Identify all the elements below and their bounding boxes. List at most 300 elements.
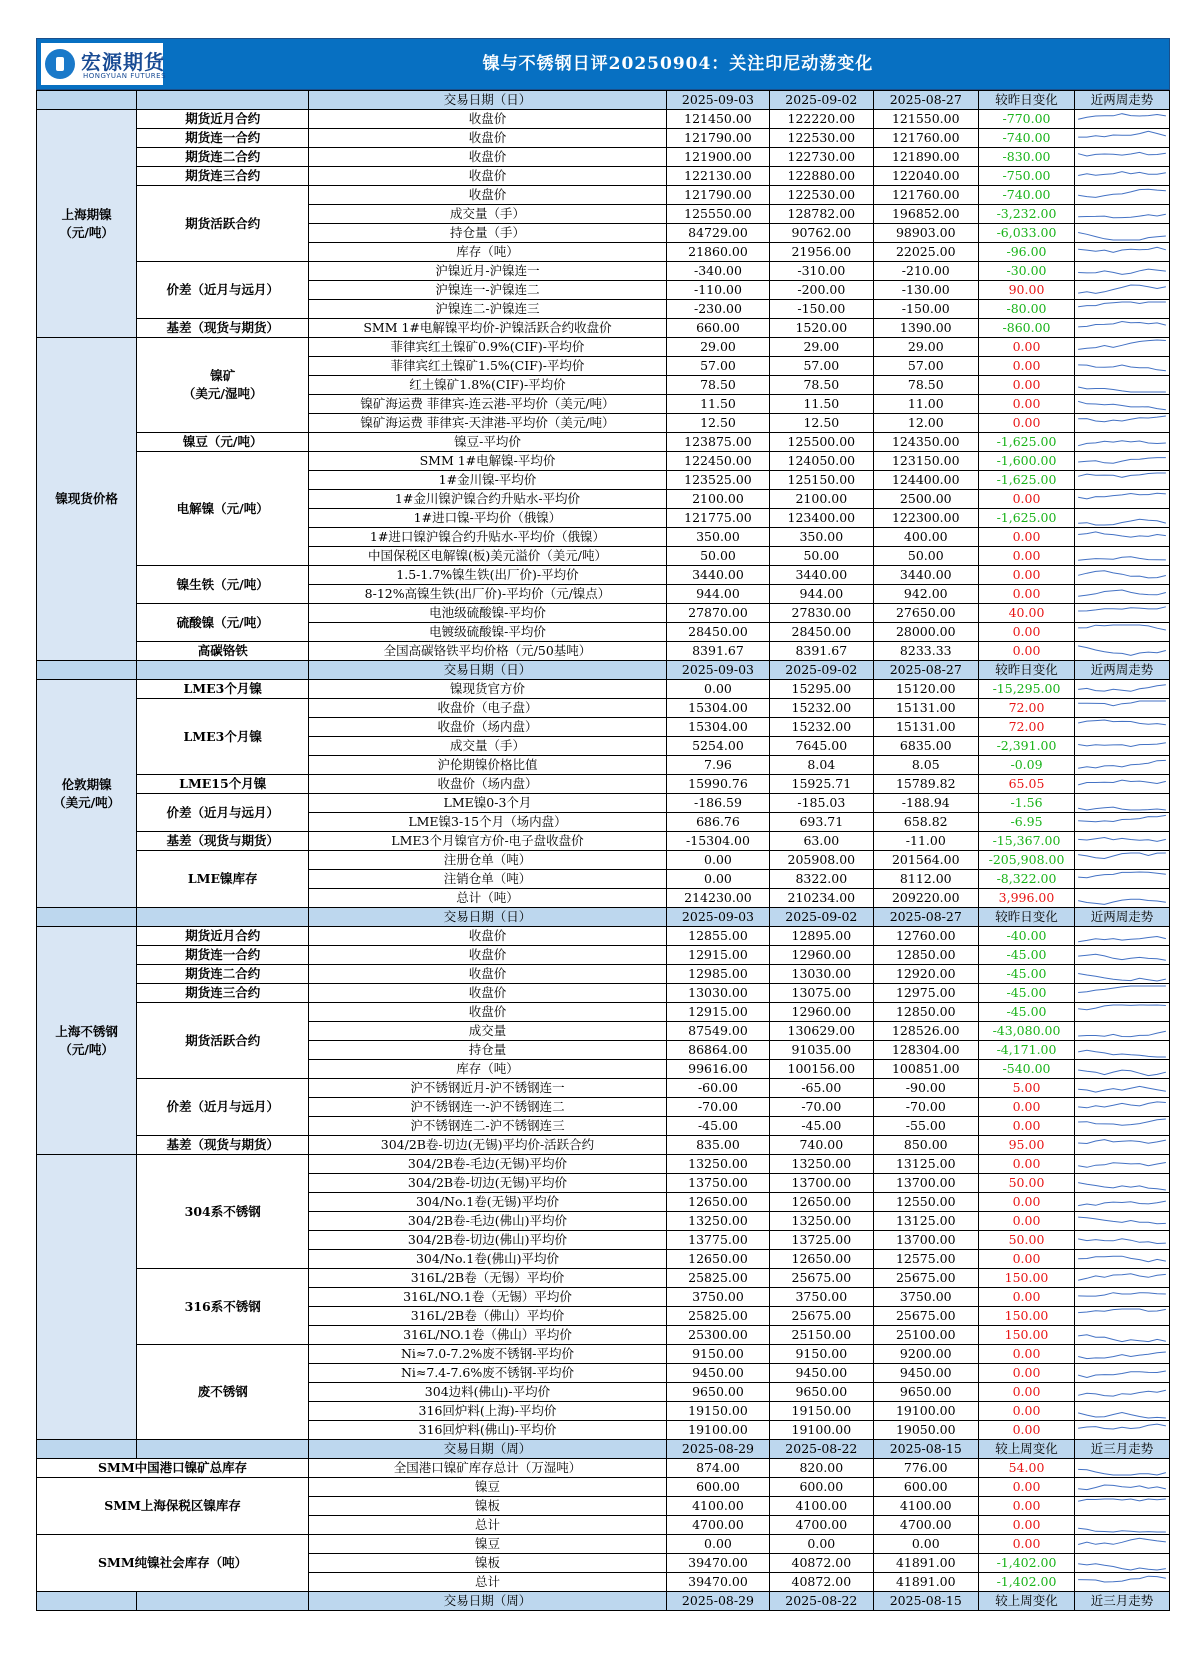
sparkline-path (1078, 720, 1166, 725)
value-cell: 57.00 (770, 357, 873, 376)
value-cell: -70.00 (666, 1098, 769, 1117)
value-cell: -15304.00 (666, 832, 769, 851)
trend-sparkline (1075, 1003, 1169, 1021)
sparkline-path (1078, 1538, 1166, 1544)
sparkline-path (1078, 743, 1166, 747)
date-header-trend: 近三月走势 (1075, 1440, 1170, 1459)
item-name: 316回炉料(上海)-平均价 (309, 1402, 667, 1421)
date-header-date: 2025-08-29 (666, 1440, 769, 1459)
group-label: 废不锈钢 (137, 1345, 309, 1440)
value-cell: 13250.00 (666, 1212, 769, 1231)
value-cell: 128526.00 (873, 1022, 978, 1041)
value-cell: 25300.00 (666, 1326, 769, 1345)
group-label: SMM上海保税区镍库存 (37, 1478, 309, 1535)
trend-sparkline (1075, 1345, 1169, 1363)
value-cell: -210.00 (873, 262, 978, 281)
value-cell: 693.71 (770, 813, 873, 832)
value-cell: -230.00 (666, 300, 769, 319)
value-cell: 15232.00 (770, 699, 873, 718)
value-cell: 12920.00 (873, 965, 978, 984)
value-cell: -11.00 (873, 832, 978, 851)
date-header-date: 2025-08-27 (873, 908, 978, 927)
group-label: 高碳铬铁 (137, 642, 309, 661)
value-cell: 128304.00 (873, 1041, 978, 1060)
value-cell: -70.00 (873, 1098, 978, 1117)
trend-sparkline (1075, 547, 1169, 565)
item-name: 收盘价 (309, 148, 667, 167)
group-label: LME15个月镍 (137, 775, 309, 794)
item-name: 成交量（手） (309, 205, 667, 224)
change-value: 0.00 (979, 1478, 1075, 1497)
trend-sparkline (1075, 1041, 1169, 1059)
change-value: -3,232.00 (979, 205, 1075, 224)
value-cell: 9450.00 (770, 1364, 873, 1383)
value-cell: 50.00 (770, 547, 873, 566)
sparkline-path (1078, 646, 1166, 656)
trend-cell (1075, 1212, 1170, 1231)
value-cell: 3440.00 (873, 566, 978, 585)
value-cell: 600.00 (873, 1478, 978, 1497)
trend-cell (1075, 1003, 1170, 1022)
value-cell: 125550.00 (666, 205, 769, 224)
trend-sparkline (1075, 1364, 1169, 1382)
value-cell: 196852.00 (873, 205, 978, 224)
item-name: 1#进口镍-平均价（俄镍） (309, 509, 667, 528)
table-row (37, 680, 1170, 699)
value-cell: 350.00 (666, 528, 769, 547)
trend-sparkline (1075, 1497, 1169, 1515)
sparkline-path (1078, 322, 1166, 327)
group-label: LME镍库存 (137, 851, 309, 908)
value-cell: 13250.00 (770, 1212, 873, 1231)
trend-cell (1075, 186, 1170, 205)
item-name: 收盘价（场内盘） (309, 718, 667, 737)
trend-sparkline (1075, 984, 1169, 1002)
item-name: 红土镍矿1.8%(CIF)-平均价 (309, 376, 667, 395)
trend-sparkline (1075, 1098, 1169, 1116)
date-header-blank (137, 1592, 309, 1611)
value-cell: 9150.00 (770, 1345, 873, 1364)
trend-cell (1075, 1421, 1170, 1440)
value-cell: 121775.00 (666, 509, 769, 528)
sparkline-path (1078, 247, 1166, 252)
trend-sparkline (1075, 148, 1169, 166)
logo-name: 宏源期货 (81, 50, 165, 74)
value-cell: 210234.00 (770, 889, 873, 908)
date-header-date: 2025-08-27 (873, 91, 978, 110)
value-cell: 12550.00 (873, 1193, 978, 1212)
value-cell: 98903.00 (873, 224, 978, 243)
date-header-row (37, 1592, 1170, 1611)
value-cell: 121550.00 (873, 110, 978, 129)
value-cell: 12895.00 (770, 927, 873, 946)
trend-sparkline (1075, 395, 1169, 413)
trend-cell (1075, 395, 1170, 414)
sparkline-path (1078, 571, 1166, 578)
trend-sparkline (1075, 186, 1169, 204)
item-name: 成交量 (309, 1022, 667, 1041)
value-cell: 122130.00 (666, 167, 769, 186)
trend-cell (1075, 1136, 1170, 1155)
section-label: 上海不锈钢 （元/吨） (37, 927, 137, 1155)
trend-cell (1075, 1497, 1170, 1516)
date-header-trend: 近两周走势 (1075, 908, 1170, 927)
data-table-body (37, 91, 1170, 1611)
value-cell: -186.59 (666, 794, 769, 813)
item-name: 库存（吨） (309, 243, 667, 262)
item-name: LME镍3-15个月（场内盘） (309, 813, 667, 832)
value-cell: 78.50 (666, 376, 769, 395)
trend-sparkline (1075, 414, 1169, 432)
change-value: 3,996.00 (979, 889, 1075, 908)
date-header-label: 交易日期（日） (309, 908, 667, 927)
trend-cell (1075, 1402, 1170, 1421)
date-header-label: 交易日期（周） (309, 1440, 667, 1459)
sparkline-path (1078, 625, 1166, 630)
value-cell: 39470.00 (666, 1573, 769, 1592)
value-cell: 15925.71 (770, 775, 873, 794)
item-name: 注销仓单（吨） (309, 870, 667, 889)
value-cell: 15295.00 (770, 680, 873, 699)
value-cell: 12650.00 (770, 1250, 873, 1269)
date-header-trend: 近三月走势 (1075, 1592, 1170, 1611)
trend-sparkline (1075, 946, 1169, 964)
trend-cell (1075, 471, 1170, 490)
value-cell: 944.00 (770, 585, 873, 604)
date-header-date: 2025-08-15 (873, 1592, 978, 1611)
value-cell: 21860.00 (666, 243, 769, 262)
value-cell: 13250.00 (770, 1155, 873, 1174)
trend-sparkline (1075, 1459, 1169, 1477)
trend-sparkline (1075, 1117, 1169, 1135)
trend-cell (1075, 129, 1170, 148)
trend-sparkline (1075, 376, 1169, 394)
trend-cell (1075, 775, 1170, 794)
change-value: -1,402.00 (979, 1554, 1075, 1573)
value-cell: 121790.00 (666, 186, 769, 205)
item-name: 304/No.1卷(无锡)平均价 (309, 1193, 667, 1212)
value-cell: 13250.00 (666, 1155, 769, 1174)
change-value: -15,295.00 (979, 680, 1075, 699)
sparkline-path (1078, 937, 1166, 942)
table-row (37, 794, 1170, 813)
value-cell: 0.00 (666, 680, 769, 699)
value-cell: 8391.67 (770, 642, 873, 661)
change-value: 72.00 (979, 718, 1075, 737)
value-cell: 658.82 (873, 813, 978, 832)
change-value: -205,908.00 (979, 851, 1075, 870)
value-cell: 99616.00 (666, 1060, 769, 1079)
trend-sparkline (1075, 1421, 1169, 1439)
value-cell: 12760.00 (873, 927, 978, 946)
group-label: SMM中国港口镍矿总库存 (37, 1459, 309, 1478)
value-cell: 13125.00 (873, 1155, 978, 1174)
trend-sparkline (1075, 1516, 1169, 1534)
value-cell: 19150.00 (770, 1402, 873, 1421)
date-header-change: 较昨日变化 (979, 661, 1075, 680)
value-cell: 0.00 (666, 870, 769, 889)
item-name: 菲律宾红土镍矿1.5%(CIF)-平均价 (309, 357, 667, 376)
date-header-change: 较昨日变化 (979, 91, 1075, 110)
sparkline-path (1078, 872, 1166, 878)
change-value: -860.00 (979, 319, 1075, 338)
sparkline-path (1078, 838, 1166, 842)
item-name: 1#金川镍沪镍合约升贴水-平均价 (309, 490, 667, 509)
trend-sparkline (1075, 224, 1169, 242)
value-cell: 12915.00 (666, 1003, 769, 1022)
change-value: -740.00 (979, 129, 1075, 148)
value-cell: 835.00 (666, 1136, 769, 1155)
change-value: -0.09 (979, 756, 1075, 775)
sparkline-path (1078, 1564, 1166, 1570)
value-cell: 122530.00 (770, 129, 873, 148)
change-value: 40.00 (979, 604, 1075, 623)
trend-sparkline (1075, 813, 1169, 831)
trend-cell (1075, 1383, 1170, 1402)
item-name: 沪不锈钢近月-沪不锈钢连一 (309, 1079, 667, 1098)
table-row (37, 129, 1170, 148)
group-label: 价差（近月与远月） (137, 1079, 309, 1136)
date-header-date: 2025-08-15 (873, 1440, 978, 1459)
value-cell: 7645.00 (770, 737, 873, 756)
change-value: 150.00 (979, 1307, 1075, 1326)
sparkline-path (1078, 1413, 1166, 1419)
value-cell: 3440.00 (770, 566, 873, 585)
value-cell: -70.00 (770, 1098, 873, 1117)
sparkline-path (1078, 1201, 1166, 1206)
value-cell: 7.96 (666, 756, 769, 775)
value-cell: 123525.00 (666, 471, 769, 490)
date-header-change: 较上周变化 (979, 1440, 1075, 1459)
value-cell: 8.04 (770, 756, 873, 775)
trend-sparkline (1075, 1231, 1169, 1249)
table-row (37, 319, 1170, 338)
value-cell: 124050.00 (770, 452, 873, 471)
item-name: 304/No.1卷(佛山)平均价 (309, 1250, 667, 1269)
value-cell: 12960.00 (770, 946, 873, 965)
value-cell: 84729.00 (666, 224, 769, 243)
sparkline-path (1078, 458, 1166, 464)
group-label: 价差（近月与远月） (137, 794, 309, 832)
value-cell: 660.00 (666, 319, 769, 338)
value-cell: 350.00 (770, 528, 873, 547)
value-cell: -150.00 (873, 300, 978, 319)
value-cell: 12650.00 (666, 1193, 769, 1212)
sparkline-path (1078, 1576, 1166, 1582)
value-cell: 121790.00 (666, 129, 769, 148)
change-value: 65.05 (979, 775, 1075, 794)
value-cell: 25675.00 (873, 1269, 978, 1288)
value-cell: 4700.00 (873, 1516, 978, 1535)
value-cell: 121890.00 (873, 148, 978, 167)
table-row (37, 946, 1170, 965)
date-header-label: 交易日期（周） (309, 1592, 667, 1611)
trend-cell (1075, 927, 1170, 946)
trend-cell (1075, 718, 1170, 737)
value-cell: 122220.00 (770, 110, 873, 129)
value-cell: 50.00 (873, 547, 978, 566)
value-cell: 122040.00 (873, 167, 978, 186)
value-cell: 19050.00 (873, 1421, 978, 1440)
date-header-blank (37, 908, 137, 927)
trend-cell (1075, 1478, 1170, 1497)
sparkline-path (1078, 685, 1166, 692)
change-value: 0.00 (979, 490, 1075, 509)
trend-cell (1075, 984, 1170, 1003)
trend-sparkline (1075, 452, 1169, 470)
item-name: 1#进口镍沪镍合约升贴水-平均价（俄镍） (309, 528, 667, 547)
trend-sparkline (1075, 870, 1169, 888)
trend-cell (1075, 433, 1170, 452)
table-row (37, 1478, 1170, 1497)
change-value: -1,600.00 (979, 452, 1075, 471)
date-header-date: 2025-09-02 (770, 661, 873, 680)
sparkline-path (1078, 1499, 1166, 1501)
value-cell: 19100.00 (666, 1421, 769, 1440)
value-cell: -200.00 (770, 281, 873, 300)
value-cell: 12.50 (770, 414, 873, 433)
section-label: 上海期镍 （元/吨） (37, 110, 137, 338)
trend-sparkline (1075, 1402, 1169, 1420)
item-name: 316回炉料(佛山)-平均价 (309, 1421, 667, 1440)
trend-cell (1075, 870, 1170, 889)
value-cell: 41891.00 (873, 1573, 978, 1592)
value-cell: 12960.00 (770, 1003, 873, 1022)
sparkline-path (1078, 1119, 1166, 1125)
group-label: 期货连三合约 (137, 167, 309, 186)
value-cell: 205908.00 (770, 851, 873, 870)
sparkline-path (1078, 152, 1166, 156)
value-cell: 86864.00 (666, 1041, 769, 1060)
trend-cell (1075, 300, 1170, 319)
value-cell: 2100.00 (666, 490, 769, 509)
value-cell: -45.00 (666, 1117, 769, 1136)
value-cell: 15304.00 (666, 718, 769, 737)
sparkline-path (1078, 1140, 1166, 1144)
value-cell: 12850.00 (873, 1003, 978, 1022)
value-cell: 12575.00 (873, 1250, 978, 1269)
value-cell: 12850.00 (873, 946, 978, 965)
sparkline-path (1078, 986, 1166, 993)
change-value: -40.00 (979, 927, 1075, 946)
value-cell: 28000.00 (873, 623, 978, 642)
group-label: 期货连二合约 (137, 148, 309, 167)
change-value: -770.00 (979, 110, 1075, 129)
sparkline-path (1078, 590, 1166, 596)
change-value: -45.00 (979, 965, 1075, 984)
item-name: 316L/2B卷（佛山）平均价 (309, 1307, 667, 1326)
value-cell: 123150.00 (873, 452, 978, 471)
sparkline-path (1078, 233, 1166, 241)
date-header-date: 2025-09-03 (666, 908, 769, 927)
table-row (37, 642, 1170, 661)
trend-sparkline (1075, 1136, 1169, 1154)
value-cell: 90762.00 (770, 224, 873, 243)
value-cell: 0.00 (666, 851, 769, 870)
value-cell: 25675.00 (770, 1269, 873, 1288)
value-cell: 15789.82 (873, 775, 978, 794)
value-cell: 600.00 (666, 1478, 769, 1497)
trend-sparkline (1075, 167, 1169, 185)
value-cell: 8391.67 (666, 642, 769, 661)
value-cell: 11.50 (666, 395, 769, 414)
item-name: 收盘价 (309, 927, 667, 946)
item-name: 全国港口镍矿库存总计（万湿吨） (309, 1459, 667, 1478)
value-cell: 9650.00 (666, 1383, 769, 1402)
change-value: 54.00 (979, 1459, 1075, 1478)
trend-cell (1075, 452, 1170, 471)
trend-sparkline (1075, 832, 1169, 850)
value-cell: 123400.00 (770, 509, 873, 528)
trend-cell (1075, 1098, 1170, 1117)
trend-sparkline (1075, 1307, 1169, 1325)
trend-sparkline (1075, 1060, 1169, 1078)
value-cell: 3750.00 (873, 1288, 978, 1307)
date-header-blank (137, 908, 309, 927)
change-value: 0.00 (979, 1535, 1075, 1554)
change-value: -80.00 (979, 300, 1075, 319)
date-header-date: 2025-09-02 (770, 908, 873, 927)
change-value: 0.00 (979, 1098, 1075, 1117)
sparkline-path (1078, 416, 1166, 422)
value-cell: 122300.00 (873, 509, 978, 528)
trend-cell (1075, 1326, 1170, 1345)
date-header-date: 2025-08-29 (666, 1592, 769, 1611)
value-cell: 100156.00 (770, 1060, 873, 1079)
sparkline-path (1078, 1239, 1166, 1244)
date-header-blank (37, 1440, 137, 1459)
value-cell: 8233.33 (873, 642, 978, 661)
trend-cell (1075, 376, 1170, 395)
value-cell: 130629.00 (770, 1022, 873, 1041)
trend-cell (1075, 262, 1170, 281)
trend-cell (1075, 1079, 1170, 1098)
item-name: 注册仓单（吨） (309, 851, 667, 870)
value-cell: 91035.00 (770, 1041, 873, 1060)
sparkline-path (1078, 1352, 1166, 1359)
table-row (37, 110, 1170, 129)
change-value: 150.00 (979, 1326, 1075, 1345)
value-cell: -55.00 (873, 1117, 978, 1136)
item-name: 收盘价 (309, 110, 667, 129)
change-value: 0.00 (979, 1117, 1075, 1136)
change-value: -6,033.00 (979, 224, 1075, 243)
value-cell: 19100.00 (770, 1421, 873, 1440)
value-cell: 874.00 (666, 1459, 769, 1478)
trend-cell (1075, 1269, 1170, 1288)
change-value: 0.00 (979, 1402, 1075, 1421)
sparkline-path (1078, 519, 1166, 525)
value-cell: 209220.00 (873, 889, 978, 908)
change-value: 0.00 (979, 566, 1075, 585)
item-name: 沪不锈钢连二-沪不锈钢连三 (309, 1117, 667, 1136)
trend-cell (1075, 1288, 1170, 1307)
item-name: 304/2B卷-毛边(佛山)平均价 (309, 1212, 667, 1231)
table-row (37, 1459, 1170, 1478)
value-cell: 15131.00 (873, 699, 978, 718)
value-cell: 15120.00 (873, 680, 978, 699)
item-name: 总计 (309, 1516, 667, 1535)
item-name: 镍板 (309, 1554, 667, 1573)
value-cell: 1520.00 (770, 319, 873, 338)
trend-cell (1075, 965, 1170, 984)
change-value: -1.56 (979, 794, 1075, 813)
value-cell: 50.00 (666, 547, 769, 566)
value-cell: -188.94 (873, 794, 978, 813)
sparkline-path (1078, 365, 1166, 371)
change-value: 0.00 (979, 1421, 1075, 1440)
item-name: 全国高碳铬铁平均价格（元/50基吨） (309, 642, 667, 661)
